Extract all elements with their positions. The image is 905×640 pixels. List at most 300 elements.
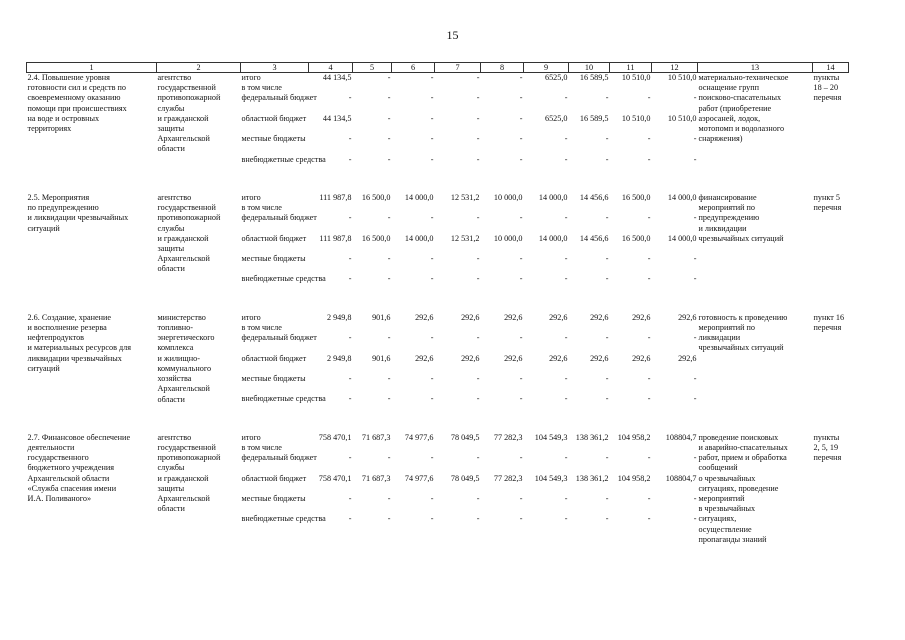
column-number-1: 1 [27, 63, 157, 73]
amount-value: - [430, 93, 434, 103]
amount-value: 758 470,1 [318, 473, 352, 483]
amount-value: - [647, 213, 651, 223]
amount-value: - [476, 93, 480, 103]
funding-table [26, 62, 849, 545]
measure-row [27, 313, 849, 415]
amount-value: 292,6 [549, 312, 568, 322]
amount-column-12 [652, 313, 698, 415]
amount-column-6 [392, 73, 435, 175]
expected-result: финансирование мероприятий по предупреждению и ликвидации чрезвычайных ситуаций [698, 192, 784, 243]
amount-value: - [476, 453, 480, 463]
amount-value: 292,6 [461, 353, 480, 363]
amount-value [525, 443, 568, 453]
amount-value: - [693, 514, 697, 524]
column-number-row [27, 63, 849, 73]
amount-value: - [387, 213, 391, 223]
amount-value: - [605, 213, 609, 223]
amount-value: 292,6 [461, 312, 480, 322]
page-number: 15 [446, 28, 459, 42]
amount-value: 12 531,2 [450, 233, 480, 243]
amount-value [436, 83, 480, 93]
amount-value: - [430, 493, 434, 503]
amount-value: - [693, 374, 697, 384]
amount-value [482, 83, 523, 93]
measure-name: 2.6. Создание, хранение и восполнение резерва нефтепродуктов и материальных ресурсов для ликвидации чрезвычайных ситуаций [27, 312, 132, 373]
measure-name: 2.7. Финансовое обеспечение деятельности государственного бюджетного учреждения Архангельской области «Служба спасения имени И.А. Поливаного» [27, 432, 131, 504]
amount-value: - [605, 514, 609, 524]
amount-value: - [430, 154, 434, 164]
amount-column-10 [569, 433, 610, 545]
executor: агентство государственной противопожарной службы и гражданской защиты Архангельской области [157, 432, 221, 514]
amount-value: 108804,7 [665, 473, 697, 483]
amount-value: - [647, 254, 651, 264]
amount-value: - [430, 113, 434, 123]
amount-value: - [605, 154, 609, 164]
amount-value: 44 134,5 [322, 73, 352, 82]
amount-value: - [693, 93, 697, 103]
column-number-12: 12 [652, 63, 698, 73]
amount-value: 14 000,0 [538, 192, 568, 202]
funding-source-label: в том числе [241, 443, 282, 452]
amount-value: - [348, 514, 352, 524]
funding-source-label: областной бюджет [241, 233, 307, 243]
row-spacer [27, 295, 849, 313]
amount-value: - [348, 333, 352, 343]
amount-value: - [647, 374, 651, 384]
amount-value [393, 203, 434, 213]
amount-value: - [564, 453, 568, 463]
amount-value [482, 203, 523, 213]
row-spacer [27, 415, 849, 433]
amount-value [570, 203, 609, 213]
funding-source-label: федеральный бюджет [241, 213, 317, 223]
funding-source-label: итого [241, 73, 261, 82]
amount-value: - [519, 254, 523, 264]
amount-value: - [647, 453, 651, 463]
executor: министерство топливно- энергетического комплекса и жилищно- коммунального хозяйства Архангельской области [157, 312, 215, 404]
row-spacer [27, 175, 849, 193]
amount-column-12 [652, 433, 698, 545]
amount-value: - [476, 274, 480, 284]
amount-column-6 [392, 433, 435, 545]
amount-column-6 [392, 313, 435, 415]
amount-value: 292,6 [632, 353, 651, 363]
funding-source-label: в том числе [241, 203, 282, 213]
measure-name: 2.5. Мероприятия по предупреждению и ликвидации чрезвычайных ситуаций [27, 192, 129, 233]
amount-value [653, 323, 697, 333]
amount-value: 292,6 [678, 353, 697, 363]
amount-value: - [348, 394, 352, 404]
amount-value: - [693, 134, 697, 144]
amount-value [436, 203, 480, 213]
amount-value [570, 323, 609, 333]
amount-value: 78 049,5 [450, 432, 480, 442]
amount-value [653, 443, 697, 453]
amount-value [354, 83, 391, 93]
amount-column-5 [353, 73, 392, 175]
amount-column-9 [524, 313, 569, 415]
amount-value: - [564, 514, 568, 524]
amount-value: 104 549,3 [534, 432, 568, 442]
funding-source-label: областной бюджет [241, 353, 307, 363]
amount-column-11 [610, 313, 652, 415]
amount-value: 104 958,2 [617, 432, 651, 442]
expected-result: готовность к проведению мероприятий по ликвидации чрезвычайных ситуаций [698, 312, 788, 353]
amount-value: 104 549,3 [534, 473, 568, 483]
amount-value: - [564, 333, 568, 343]
amount-column-7 [435, 433, 481, 545]
amount-column-7 [435, 313, 481, 415]
column-number-3: 3 [241, 63, 309, 73]
amount-value: 14 000,0 [404, 192, 434, 202]
amount-value: - [387, 394, 391, 404]
amount-value: - [693, 254, 697, 264]
funding-sources [241, 312, 326, 415]
funding-source-label: федеральный бюджет [241, 333, 317, 343]
amount-value: 104 958,2 [617, 473, 651, 483]
column-number-4: 4 [309, 63, 353, 73]
spacer-cell [27, 295, 849, 313]
list-reference: пункты 2, 5, 19 перечня [813, 432, 842, 463]
amount-value: 292,6 [415, 312, 434, 322]
column-number-9: 9 [524, 63, 569, 73]
amount-value: 16 589,5 [579, 113, 609, 123]
amount-value: - [476, 73, 480, 82]
amount-value: - [605, 374, 609, 384]
amount-value: - [348, 374, 352, 384]
amount-column-10 [569, 73, 610, 175]
amount-value [570, 83, 609, 93]
amount-value [611, 443, 651, 453]
amount-value: - [387, 514, 391, 524]
amount-value: 74 977,6 [404, 432, 434, 442]
amount-value: - [564, 394, 568, 404]
expected-result: проведение поисковых и аварийно-спасательных работ, прием и обработка сообщений о чрезвычайных ситуациях, проведение мероприятий в чрезвычайных ситуациях, осуществление пропаганды знаний [698, 432, 788, 544]
amount-value: 16 500,0 [621, 192, 651, 202]
funding-source-label: федеральный бюджет [241, 93, 317, 103]
amount-value [393, 83, 434, 93]
amount-value: - [387, 374, 391, 384]
amount-value: 74 977,6 [404, 473, 434, 483]
amount-value: 292,6 [504, 353, 523, 363]
amount-value: 10 510,0 [621, 113, 651, 123]
amount-value: - [476, 493, 480, 503]
amount-value: - [476, 213, 480, 223]
amount-value: - [348, 274, 352, 284]
amount-value: 14 456,6 [579, 233, 609, 243]
amount-value [482, 323, 523, 333]
amount-value: 10 000,0 [493, 233, 523, 243]
column-number-5: 5 [353, 63, 392, 73]
amount-value: 901,6 [372, 353, 391, 363]
executor: агентство государственной противопожарной службы и гражданской защиты Архангельской области [157, 73, 221, 154]
amount-value: - [647, 154, 651, 164]
amount-column-12 [652, 193, 698, 295]
amount-value: 78 049,5 [450, 473, 480, 483]
amount-value: 71 687,3 [361, 432, 391, 442]
amount-value: - [693, 333, 697, 343]
amount-value: - [605, 254, 609, 264]
column-number-11: 11 [610, 63, 652, 73]
amount-value: 44 134,5 [322, 113, 352, 123]
amount-value: 292,6 [415, 353, 434, 363]
funding-source-label: местные бюджеты [241, 134, 306, 144]
amount-value [525, 203, 568, 213]
amount-value: - [647, 493, 651, 503]
amount-value [525, 83, 568, 93]
amount-value [611, 323, 651, 333]
funding-source-label: итого [241, 312, 261, 322]
amount-value: - [430, 254, 434, 264]
amount-column-8 [481, 193, 524, 295]
funding-source-label: федеральный бюджет [241, 453, 317, 463]
amount-column-8 [481, 433, 524, 545]
amount-value: 901,6 [372, 312, 391, 322]
amount-value [611, 203, 651, 213]
amount-value: - [693, 493, 697, 503]
funding-source-label: итого [241, 192, 261, 202]
amount-value: 16 500,0 [621, 233, 651, 243]
amount-value: - [605, 333, 609, 343]
amount-column-11 [610, 193, 652, 295]
amount-value [310, 83, 352, 93]
amount-value: - [564, 154, 568, 164]
amount-value [482, 443, 523, 453]
amount-value: - [387, 113, 391, 123]
amount-value: - [647, 514, 651, 524]
amount-value [393, 443, 434, 453]
list-reference: пункт 5 перечня [813, 192, 842, 213]
amount-value: - [564, 274, 568, 284]
amount-column-10 [569, 313, 610, 415]
amount-value: - [647, 274, 651, 284]
amount-value: 292,6 [590, 353, 609, 363]
funding-sources [241, 73, 326, 175]
amount-value: 111 987,8 [319, 233, 352, 243]
amount-value: 10 510,0 [667, 113, 697, 123]
amount-value: 10 510,0 [667, 73, 697, 82]
amount-value: 2 949,8 [326, 312, 352, 322]
amount-value: 111 987,8 [319, 192, 352, 202]
amount-value: - [430, 514, 434, 524]
amount-value: 16 589,5 [579, 73, 609, 82]
amount-value: - [519, 333, 523, 343]
amount-value: 6525,0 [544, 73, 568, 82]
measure-row [27, 433, 849, 545]
amount-value: 6525,0 [544, 113, 568, 123]
amount-value: - [693, 154, 697, 164]
amount-value: - [647, 333, 651, 343]
funding-source-label: внебюджетные средства [241, 274, 326, 284]
column-number-10: 10 [569, 63, 610, 73]
funding-sources [241, 192, 326, 295]
amount-value [354, 203, 391, 213]
funding-source-label: итого [241, 432, 261, 442]
amount-value: - [387, 254, 391, 264]
amount-value: - [605, 493, 609, 503]
measure-name: 2.4. Повышение уровня готовности сил и средств по своевременному оказанию помощи при происшествиях на воде и островных территориях [27, 73, 127, 134]
executor: агентство государственной противопожарной службы и гражданской защиты Архангельской области [157, 192, 221, 274]
amount-column-11 [610, 73, 652, 175]
amount-value: 108804,7 [665, 432, 697, 442]
amount-value: 14 000,0 [667, 192, 697, 202]
amount-value: - [564, 213, 568, 223]
spacer-cell [27, 175, 849, 193]
amount-value: 14 456,6 [579, 192, 609, 202]
amount-value [611, 83, 651, 93]
amount-value: 12 531,2 [450, 192, 480, 202]
amount-value: - [605, 93, 609, 103]
amount-value: - [693, 274, 697, 284]
amount-value: - [564, 134, 568, 144]
funding-source-label: в том числе [241, 83, 282, 93]
funding-source-label: местные бюджеты [241, 254, 306, 264]
amount-value: 292,6 [549, 353, 568, 363]
amount-value: - [476, 113, 480, 123]
amount-value: - [605, 134, 609, 144]
amount-value: - [348, 93, 352, 103]
amount-column-5 [353, 313, 392, 415]
amount-column-5 [353, 433, 392, 545]
amount-value: 292,6 [678, 312, 697, 322]
amount-value: 138 361,2 [575, 473, 609, 483]
amount-value: - [605, 394, 609, 404]
amount-value: - [348, 254, 352, 264]
amount-column-9 [524, 433, 569, 545]
amount-value: - [476, 374, 480, 384]
amount-value: - [387, 493, 391, 503]
funding-source-label: местные бюджеты [241, 374, 306, 384]
amount-value: - [430, 73, 434, 82]
amount-value: - [519, 113, 523, 123]
amount-value: - [519, 213, 523, 223]
amount-value: - [387, 154, 391, 164]
amount-value: 14 000,0 [667, 233, 697, 243]
amount-value: - [348, 213, 352, 223]
amount-column-8 [481, 313, 524, 415]
amount-value: - [647, 394, 651, 404]
amount-value: - [564, 493, 568, 503]
amount-column-11 [610, 433, 652, 545]
column-number-14: 14 [813, 63, 849, 73]
measure-row [27, 73, 849, 175]
amount-value: - [387, 274, 391, 284]
amount-value: - [476, 134, 480, 144]
amount-value: 14 000,0 [538, 233, 568, 243]
amount-value: - [564, 93, 568, 103]
column-number-8: 8 [481, 63, 524, 73]
amount-value: 77 282,3 [493, 473, 523, 483]
amount-value: - [519, 514, 523, 524]
amount-value [436, 443, 480, 453]
amount-value: - [348, 493, 352, 503]
amount-value: 10 510,0 [621, 73, 651, 82]
amount-value: - [430, 374, 434, 384]
amount-value: - [605, 453, 609, 463]
amount-value: - [430, 274, 434, 284]
funding-source-label: внебюджетные средства [241, 514, 326, 524]
amount-column-8 [481, 73, 524, 175]
funding-source-label: внебюджетные средства [241, 394, 326, 404]
amount-value: 758 470,1 [318, 432, 352, 442]
amount-value: 71 687,3 [361, 473, 391, 483]
amount-value: - [605, 274, 609, 284]
amount-column-7 [435, 193, 481, 295]
amount-value: - [647, 134, 651, 144]
amount-value: - [430, 453, 434, 463]
funding-source-label: областной бюджет [241, 113, 307, 123]
amount-value [570, 443, 609, 453]
expected-result: материально-техническое оснащение групп поисково-спасательных работ (приобретение аэросаней, лодок, мотопомп и водолазного снаряжения) [698, 73, 789, 144]
funding-source-label: внебюджетные средства [241, 154, 326, 164]
amount-value [310, 443, 352, 453]
amount-value: 292,6 [504, 312, 523, 322]
amount-value: 292,6 [590, 312, 609, 322]
amount-value: - [564, 374, 568, 384]
amount-value: 14 000,0 [404, 233, 434, 243]
amount-value: - [519, 93, 523, 103]
amount-value: - [519, 274, 523, 284]
amount-column-9 [524, 193, 569, 295]
spacer-cell [27, 415, 849, 433]
list-reference: пункт 16 перечня [813, 312, 845, 333]
amount-value: - [387, 93, 391, 103]
amount-value: 138 361,2 [575, 432, 609, 442]
amount-value: - [387, 453, 391, 463]
amount-value: - [519, 453, 523, 463]
amount-value: - [519, 493, 523, 503]
amount-value [310, 323, 352, 333]
amount-value: - [564, 254, 568, 264]
amount-value: 292,6 [632, 312, 651, 322]
amount-value: - [519, 374, 523, 384]
funding-sources [241, 432, 326, 545]
amount-value: - [348, 453, 352, 463]
amount-value: - [430, 394, 434, 404]
amount-value: - [387, 134, 391, 144]
amount-value: - [519, 134, 523, 144]
amount-value: - [430, 134, 434, 144]
amount-value: - [519, 394, 523, 404]
column-number-2: 2 [157, 63, 241, 73]
amount-value: - [348, 134, 352, 144]
amount-value [354, 323, 391, 333]
amount-column-12 [652, 73, 698, 175]
amount-column-6 [392, 193, 435, 295]
amount-column-9 [524, 73, 569, 175]
amount-value: - [476, 333, 480, 343]
amount-value: - [476, 254, 480, 264]
amount-value: - [476, 514, 480, 524]
amount-value: - [387, 73, 391, 82]
amount-value: - [693, 453, 697, 463]
amount-value: - [387, 333, 391, 343]
amount-value [354, 443, 391, 453]
amount-value [525, 323, 568, 333]
amount-value: 2 949,8 [326, 353, 352, 363]
funding-source-label: местные бюджеты [241, 493, 306, 503]
amount-value [436, 323, 480, 333]
measure-row [27, 193, 849, 295]
list-reference: пункты 18 – 20 перечня [813, 73, 842, 103]
amount-value: 16 500,0 [361, 233, 391, 243]
amount-value [310, 203, 352, 213]
amount-value [653, 83, 697, 93]
amount-value [653, 203, 697, 213]
column-number-7: 7 [435, 63, 481, 73]
amount-value: - [647, 93, 651, 103]
column-number-13: 13 [698, 63, 813, 73]
